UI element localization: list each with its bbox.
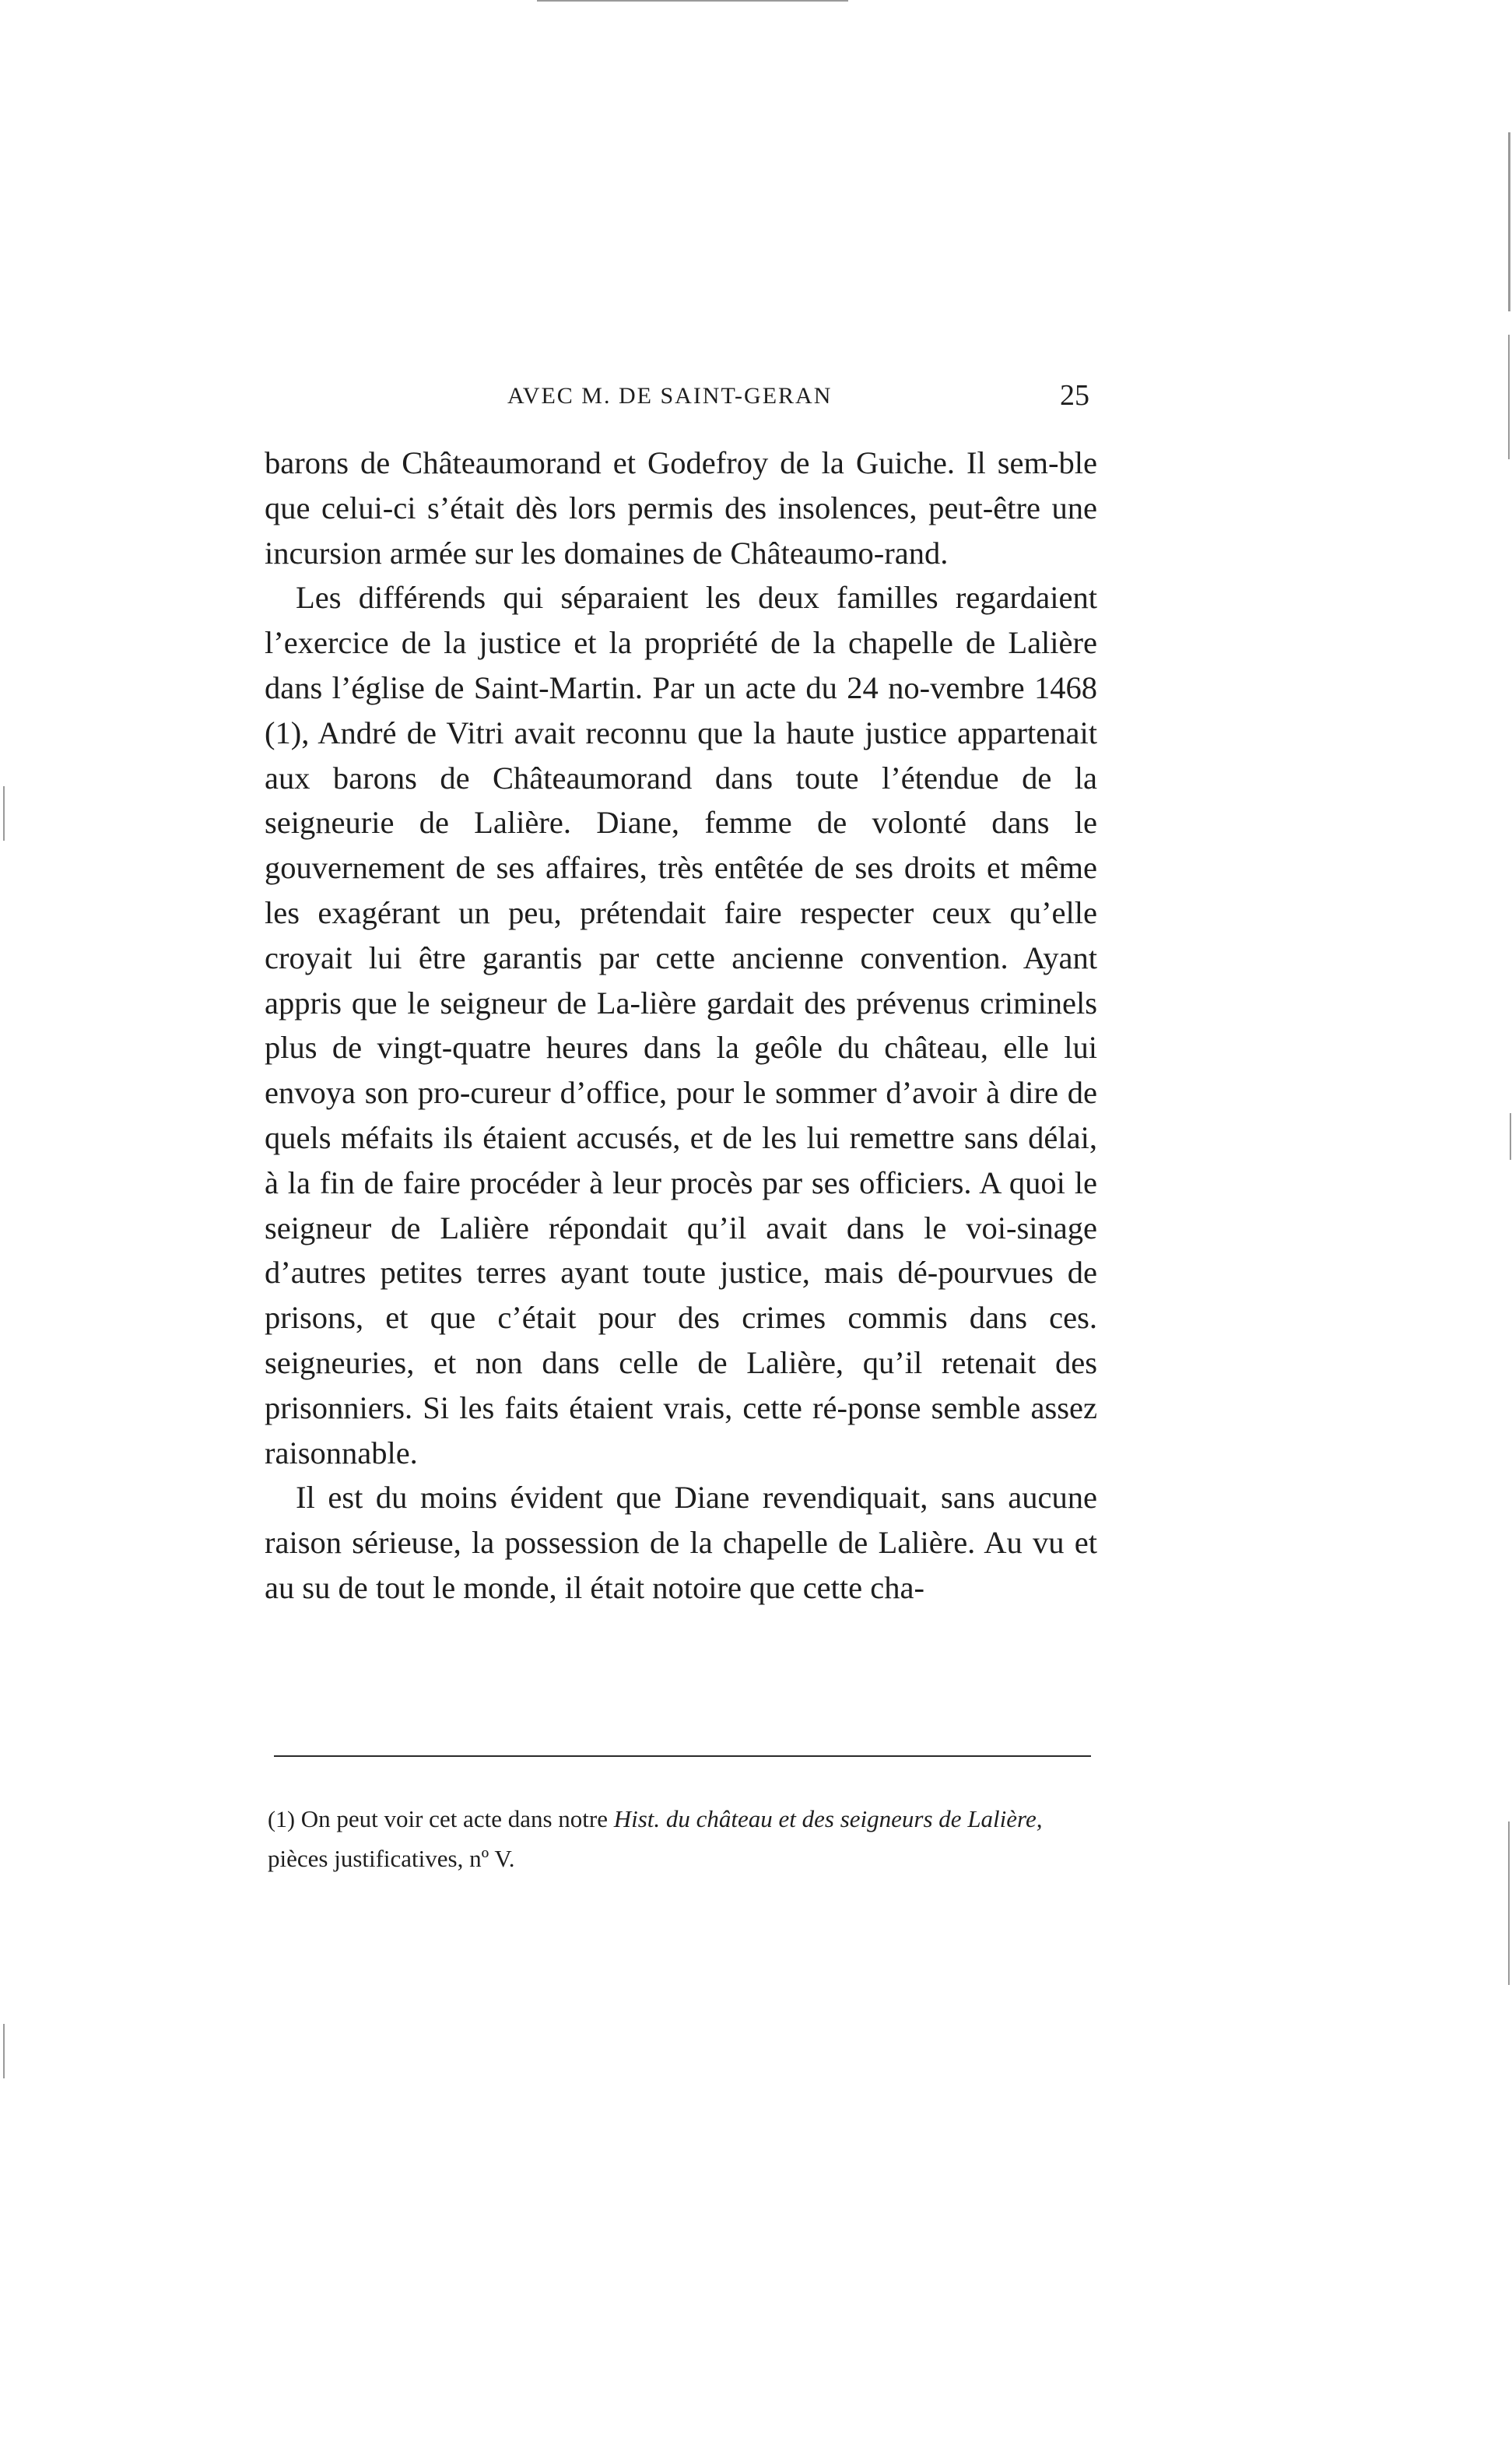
running-header [265, 377, 1097, 423]
footnote-divider [274, 1755, 1091, 1757]
scan-edge-mark [1508, 132, 1510, 311]
scan-edge-mark [1508, 335, 1510, 459]
paragraph-3: Il est du moins évident que Diane revendiquait, sans aucune raison sérieuse, la possession de la chapelle de Lalière. Au vu et au su de tout le monde, il était notoire que cette cha- [265, 1480, 1097, 1605]
scan-edge-mark [1508, 1821, 1510, 1985]
footnote-text-after: pièces justificatives, nº V. [268, 1845, 515, 1872]
scan-edge-mark [3, 2024, 5, 2078]
footnote-marker: (1) [268, 1807, 295, 1832]
scan-top-rule [537, 0, 848, 2]
paragraph-2: Les différends qui séparaient les deux familles regardaient l’exercice de la justice et la propriété de la chapelle de Lalière dans l’église de Saint-Martin. Par un acte du 24 no-vembre 1468 (1), André de Vitri avait reconnu que la haute justice appartenait aux barons de Châteaumorand dans toute l’étendue de la seigneurie de Lalière. Diane, femme de volonté dans le gouvernement de ses affaires, très entêtée de ses droits et même les exagérant un peu, prétendait faire respecter ceux qu’elle croyait lui être garantis par cette ancienne convention. Ayant appris que le seigneur de La-lière gardait des prévenus criminels plus de vingt-quatre heures dans la geôle du château, elle lui envoya son pro-cureur d’office, pour le sommer d’avoir à dire de quels méfaits ils étaient accusés, et de les lui remettre sans délai, à la fin de faire procéder à leur procès par ses officiers. A quoi le seigneur de Lalière répondait qu’il avait dans le voi-sinage d’autres petites terres ayant toute justice, mais dé-pourvues de prisons, et que c’était pour des crimes commis dans ces. seigneuries, et non dans celle de Lalière, qu’il retenait des prisonniers. Si les faits étaient vrais, cette ré-ponse semble assez raisonnable. [265, 580, 1097, 1470]
footnote [268, 1800, 1097, 1878]
running-title: AVEC M. DE SAINT-GERAN [507, 383, 833, 409]
scan-edge-mark [1510, 1113, 1511, 1160]
paragraph-1: barons de Châteaumorand et Godefroy de la Guiche. Il sem-ble que celui-ci s’était dès lors permis des insolences, peut-être une incursion armée sur les domaines de Châteaumo-rand. [265, 445, 1097, 571]
page-number: 25 [1060, 379, 1089, 412]
body-text [265, 441, 1097, 1611]
scan-edge-mark [3, 786, 5, 841]
footnote-book-title: Hist. du château et des seigneurs de Lalière, [613, 1805, 1043, 1832]
footnote-text-before: On peut voir cet acte dans notre [300, 1805, 608, 1832]
